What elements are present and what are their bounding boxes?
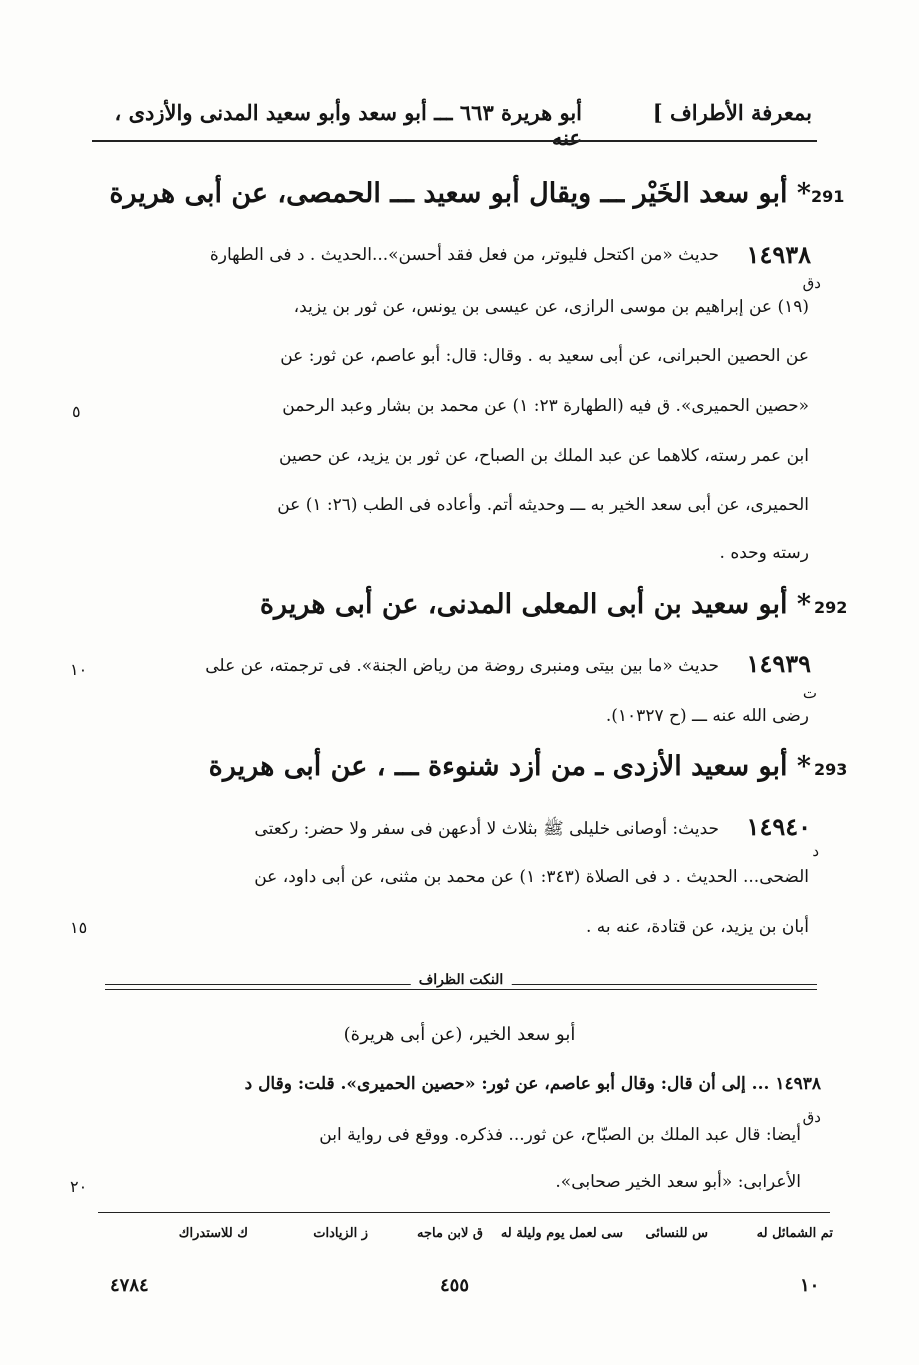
- header-section-label: بمعرفة الأطراف ]: [652, 100, 812, 125]
- entry-title: * أبو سعيد الأزدى ـ من أزد شنوءة ـــ ، عن أبى هريرة: [208, 751, 811, 782]
- margin-line-number: ١٥: [70, 918, 88, 937]
- text-line: الضحى... الحديث . د فى الصلاة (٣٤٣: ١) عن محمد بن مثنى، عن أبى داود، عن: [254, 867, 809, 887]
- text-line: ١٤٩٣٨ ... إلى أن قال: وقال أبو عاصم، عن ثور: «حصين الحميرى». قلت: وقال د: [244, 1074, 821, 1094]
- side-code: دق: [802, 1108, 821, 1126]
- margin-line-number: ٢٠: [70, 1177, 88, 1196]
- text-line: «حصين الحميرى». ق فيه (الطهارة ٢٣: ١) عن محمد بن بشار وعبد الرحمن: [282, 396, 809, 416]
- hadith-count: ٤٧٨٤: [110, 1275, 149, 1296]
- text-line: رضى الله عنه ـــ (ح ١٠٣٢٧).: [605, 706, 809, 726]
- page-number: ٤٥٥: [440, 1275, 470, 1296]
- text-line: رسته وحده .: [719, 543, 809, 563]
- text-line: حديث «ما بين بيتى ومنبرى روضة من رياض الجنة». فى ترجمته، عن على: [205, 656, 719, 676]
- footnote-rule: [98, 1212, 830, 1213]
- entry-number: 292: [814, 598, 848, 617]
- volume-number: ١٠: [800, 1275, 820, 1296]
- abbreviation-item: تم الشمائل له: [756, 1226, 833, 1241]
- abbreviation-item: ك للاستدراك: [178, 1226, 248, 1241]
- text-line: عن الحصين الحبرانى، عن أبى سعيد به . وقال: قال: أبو عاصم، عن ثور: عن: [280, 346, 809, 366]
- entry-number: 293: [814, 760, 848, 779]
- divider-label: النكت الظراف: [411, 972, 512, 988]
- text-line: أبان بن يزيد، عن قتادة، عنه به .: [586, 917, 809, 937]
- margin-line-number: ١٠: [70, 660, 88, 679]
- side-code: د: [812, 842, 819, 860]
- abbreviation-key: [98, 1226, 833, 1252]
- text-line: الحميرى، عن أبى سعد الخير به ـــ وحديثه أتم. وأعاده فى الطب (٢٦: ١) عن: [277, 495, 809, 515]
- text-line: الأعرابى: «أبو سعد الخير صحابى».: [555, 1172, 801, 1192]
- abbreviation-item: ز الزيادات: [313, 1226, 368, 1241]
- text-line: حديث «من اكتحل فليوتر، من فعل فقد أحسن»...الحديث . د فى الطهارة: [209, 245, 719, 265]
- entry-number: 291: [811, 187, 845, 206]
- header-rule: [92, 140, 817, 142]
- side-code: دق: [802, 274, 821, 292]
- nukat-heading: أبو سعد الخير، (عن أبى هريرة): [343, 1024, 576, 1045]
- abbreviation-item: س للنسائى: [645, 1226, 708, 1241]
- section-divider: [105, 972, 817, 992]
- hadith-number: ١٤٩٣٩: [746, 649, 811, 678]
- entry-title: * أبو سعيد بن أبى المعلى المدنى، عن أبى هريرة: [259, 589, 811, 620]
- hadith-number: ١٤٩٣٨: [746, 240, 811, 269]
- margin-line-number: ٥: [72, 402, 81, 421]
- side-code: ت: [802, 684, 817, 702]
- running-header: [90, 96, 812, 150]
- text-line: ابن عمر رسته، كلاهما عن عبد الملك بن الصباح، عن ثور بن يزيد، عن حصين: [279, 446, 809, 466]
- abbreviation-item: ق لابن ماجه: [417, 1226, 483, 1241]
- text-line: أيضا: قال عبد الملك بن الصبّاح، عن ثور... فذكره. ووقع فى رواية ابن: [319, 1125, 801, 1145]
- entry-title: * أبو سعد الخَيْر ـــ ويقال أبو سعيد ـــ الحمصى، عن أبى هريرة: [109, 178, 811, 209]
- text-line: حديث: أوصانى خليلى ﷺ بثلاث لا أدعهن فى سفر ولا حضر: ركعتى: [254, 819, 719, 839]
- text-line: (١٩) عن إبراهيم بن موسى الرازى، عن عيسى بن يونس، عن ثور بن يزيد،: [293, 297, 809, 317]
- abbreviation-item: سى لعمل يوم وليلة له: [500, 1226, 623, 1241]
- hadith-number: ١٤٩٤٠: [746, 812, 811, 841]
- header-title: أبو هريرة ٦٦٣ ـــ أبو سعد وأبو سعيد المدنى والأزدى ، عنه: [114, 100, 582, 150]
